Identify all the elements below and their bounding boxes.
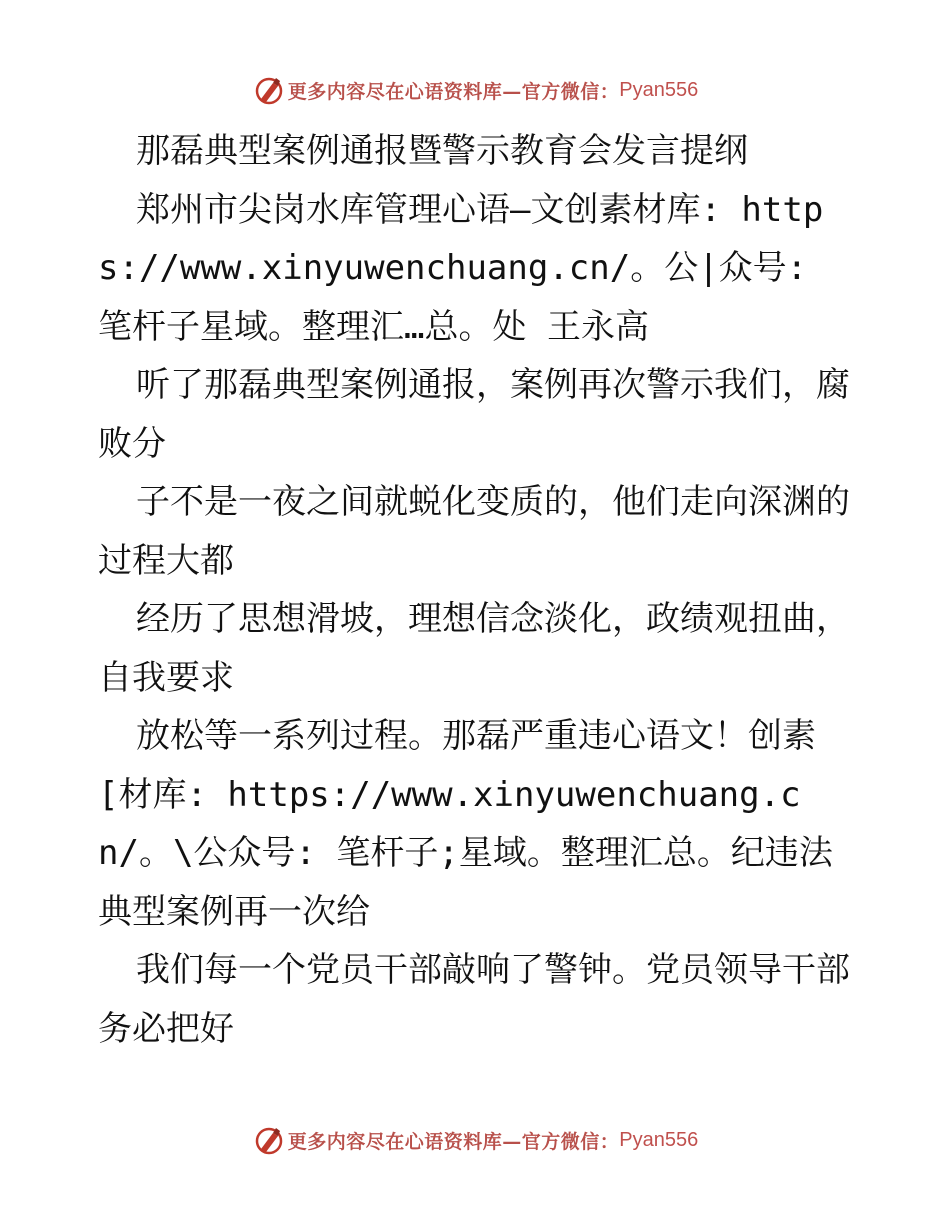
banner-text: 更多内容尽在心语资料库—官方微信：	[287, 80, 620, 103]
paragraph: 经历了思想滑坡，理想信念淡化，政绩观扭曲，自我要求	[98, 599, 850, 698]
pen-logo-icon	[252, 1123, 286, 1157]
paragraph: 听了那磊典型案例通报，案例再次警示我们，腐败分	[98, 365, 850, 464]
document-title: 那磊典型案例通报暨警示教育会发言提纲	[136, 131, 748, 171]
paragraph: 放松等一系列过程。那磊严重违心语文！创素[材库: https://www.xinyuwenchuang.cn/。\公众号: 笔杆子;星域。整理汇总。纪违法典型案例再一次给	[98, 716, 833, 932]
document-body	[98, 122, 858, 1058]
footer-banner	[0, 1122, 950, 1158]
banner-wechat-id: Pyan556	[619, 1128, 699, 1151]
pen-logo-icon	[252, 73, 286, 107]
banner-wechat-id: Pyan556	[619, 78, 699, 101]
header-banner	[0, 72, 950, 108]
paragraph: 子不是一夜之间就蜕化变质的，他们走向深渊的过程大都	[98, 482, 850, 581]
paragraph: 我们每一个党员干部敲响了警钟。党员领导干部务必把好	[98, 950, 850, 1049]
paragraph: 郑州市尖岗水库管理心语—文创素材库: https://www.xinyuwenchuang.cn/。公|众号: 笔杆子星域。整理汇…总。处 王永高	[98, 189, 824, 347]
banner-text: 更多内容尽在心语资料库—官方微信：	[287, 1130, 620, 1153]
